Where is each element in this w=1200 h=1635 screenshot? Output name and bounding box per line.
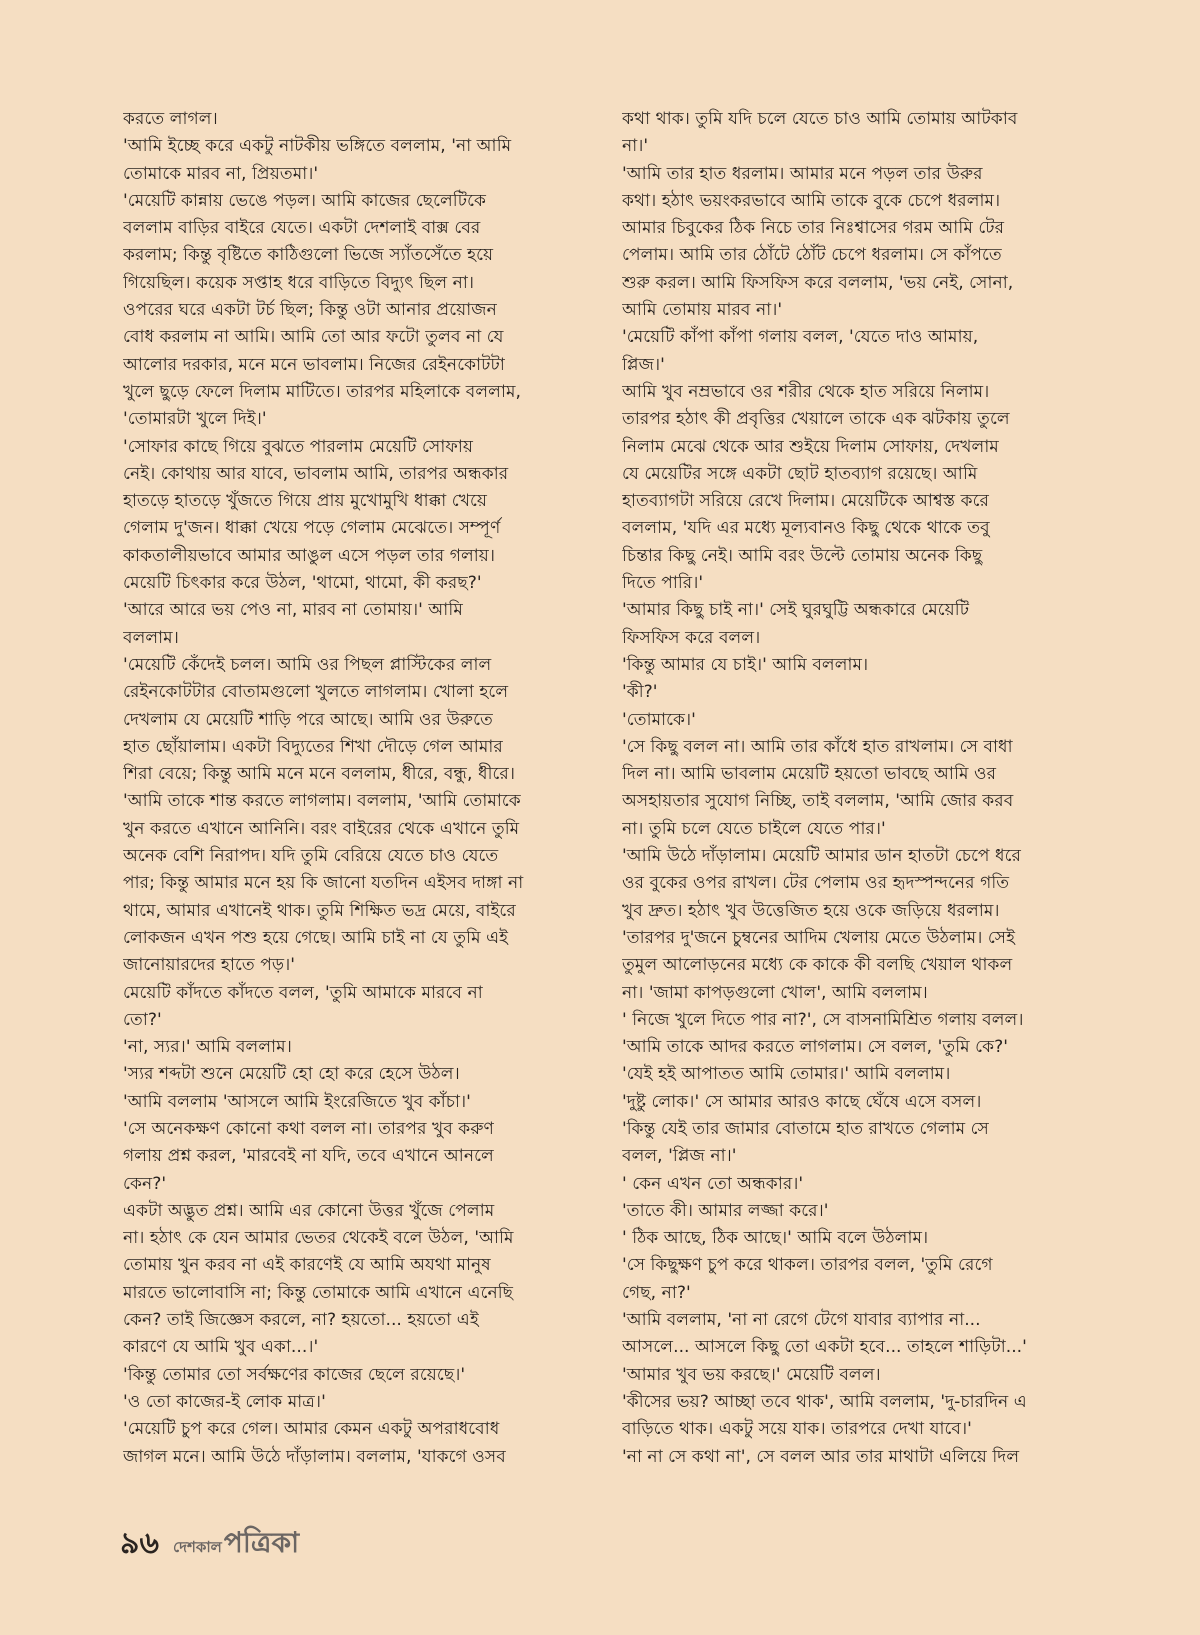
text-line: 'তোমারটা খুলে দিই।' [123,409,267,430]
text-line: 'আমি তার হাত ধরলাম। আমার মনে পড়ল তার উরুর [622,163,983,184]
text-line: 'আরে আরে ভয় পেও না, মারব না তোমায়।' আমি [123,600,463,621]
text-line: কারণে যে আমি খুব একা...।' [123,1337,319,1358]
text-line: তোমায় খুন করব না এই কারণেই যে আমি অযথা মানুষ [123,1255,491,1276]
text-line: বোধ করলাম না আমি। আমি তো আর ফটো তুলব না যে [123,327,504,348]
text-line: তারপর হঠাৎ কী প্রবৃত্তির খেয়ালে তাকে এক ঝটকায় তুলে [622,409,1010,430]
text-line: আসলে... আসলে কিছু তো একটা হবে... তাহলে শাড়িটা...' [622,1337,1027,1358]
text-line: প্লিজ।' [622,354,665,375]
text-line: 'আমি উঠে দাঁড়ালাম। মেয়েটি আমার ডান হাতটা চেপে ধরে [622,846,1022,867]
publication-logo [173,1521,299,1568]
text-line: 'আমি তাকে শান্ত করতে লাগলাম। বললাম, 'আমি তোমাকে [123,791,521,812]
text-line: 'মেয়েটি কেঁদেই চলল। আমি ওর পিছল প্লাস্টিকের লাল [123,654,492,675]
text-line: 'মেয়েটি চুপ করে গেল। আমার কেমন একটু অপরাধবোধ [123,1419,500,1440]
text-line: হাতড়ে হাতড়ে খুঁজতে গিয়ে প্রায় মুখোমুখি ধাক্কা খেয়ে [123,491,488,512]
text-line: হাতব্যাগটা সরিয়ে রেখে দিলাম। মেয়েটিকে আশ্বস্ত করে [622,491,990,512]
text-line: থামে, আমার এখানেই থাক। তুমি শিক্ষিত ভদ্র মেয়ে, বাইরে [123,900,516,921]
left-text-column [123,106,578,1471]
text-line: 'আমি বললাম, 'না না রেগে টেগে যাবার ব্যাপার না... [622,1310,981,1331]
text-line: করতে লাগল। [123,109,218,129]
text-line: তুমুল আলোড়নের মধ্যে কে কাকে কী বলছি খেয়াল থাকল [622,955,1013,976]
text-line: না।' [622,136,649,157]
text-line: 'সে অনেকক্ষণ কোনো কথা বলল না। তারপর খুব করুণ [123,1118,494,1139]
page-number: ৯৬ [120,1525,159,1561]
text-line: 'মেয়েটি কাঁপা কাঁপা গলায় বলল, 'যেতে দাও আমায়, [622,327,979,348]
text-line: 'তোমাকে।' [622,709,696,730]
text-line: 'স্যর শব্দটা শুনে মেয়েটি হো হো করে হেসে উঠল। [123,1064,460,1085]
right-text-column [622,106,1077,1471]
text-line: 'সে কিছু বলল না। আমি তার কাঁধে হাত রাখলাম। সে বাধা [622,736,1013,757]
text-line: দিতে পারি।' [622,573,704,594]
text-line: 'যেই হই আপাতত আমি তোমার।' আমি বললাম। [622,1064,951,1085]
text-line: 'আমার খুব ভয় করছে।' মেয়েটি বলল। [622,1364,881,1385]
text-line: 'দুষ্টু লোক।' সে আমার আরও কাছে ঘেঁষে এসে বসল। [622,1091,982,1112]
text-line: 'মেয়েটি কান্নায় ভেঙে পড়ল। আমি কাজের ছেলেটিকে [123,190,487,211]
text-line: তো?' [123,1009,162,1030]
text-line: ওর বুকের ওপর রাখল। টের পেলাম ওর হৃদস্পন্দনের গতি [622,873,1010,894]
text-line: না। তুমি চলে যেতে চাইলে যেতে পার।' [622,818,886,839]
text-line: নিলাম মেঝে থেকে আর শুইয়ে দিলাম সোফায়, দেখলাম [622,436,999,457]
text-line: 'না না সে কথা না', সে বলল আর তার মাথাটা এলিয়ে দিল [622,1446,1020,1467]
text-line: গেলাম দু'জন। ধাক্কা খেয়ে পড়ে গেলাম মেঝেতে। সম্পূর্ণ [123,518,501,539]
text-line: আমার চিবুকের ঠিক নিচে তার নিঃশ্বাসের গরম আমি টের [622,218,1005,239]
text-line: 'তারপর দু'জনে চুম্বনের আদিম খেলায় মেতে উঠলাম। সেই [622,927,1016,948]
text-line: চিন্তার কিছু নেই। আমি বরং উল্টে তোমায় অনেক কিছু [622,545,983,566]
text-line: পেলাম। আমি তার ঠোঁটে ঠোঁট চেপে ধরলাম। সে কাঁপতে [622,245,1002,266]
text-line: 'কিন্তু যেই তার জামার বোতামে হাত রাখতে গেলাম সে [622,1118,989,1139]
text-line: নেই। কোথায় আর যাবে, ভাবলাম আমি, তারপর অন্ধকার [123,463,509,484]
text-line: 'আমি বললাম 'আসলে আমি ইংরেজিতে খুব কাঁচা।' [123,1091,471,1112]
logo-text-deshkal: দেশকাল [172,1537,222,1556]
text-line: 'কিন্তু আমার যে চাই।' আমি বললাম। [622,654,869,675]
text-line: 'কী?' [622,682,658,703]
text-line: শিরা বেয়ে; কিন্তু আমি মনে মনে বললাম, ধীরে, বন্ধু, ধীরে। [123,764,516,785]
text-line: যে মেয়েটির সঙ্গে একটা ছোট হাতব্যাগ রয়েছে। আমি [622,463,978,484]
text-line: 'আমার কিছু চাই না।' সেই ঘুরঘুট্টি অন্ধকারে মেয়েটি [622,600,970,621]
text-line: খুব দ্রুত। হঠাৎ খুব উত্তেজিত হয়ে ওকে জড়িয়ে ধরলাম। [622,900,1000,921]
text-line: ' নিজে খুলে দিতে পার না?', সে বাসনামিশ্রিত গলায় বলল। [622,1009,1024,1030]
text-line: আমি তোমায় মারব না।' [622,300,783,321]
text-line: তোমাকে মারব না, প্রিয়তমা।' [123,163,319,184]
text-line: কাকতালীয়ভাবে আমার আঙুল এসে পড়ল তার গলায়। [123,545,496,566]
text-line: কথা। হঠাৎ ভয়ংকরভাবে আমি তাকে বুকে চেপে ধরলাম। [622,190,1001,211]
text-line: অনেক বেশি নিরাপদ। যদি তুমি বেরিয়ে যেতে চাও যেতে [123,846,499,867]
text-line: বাড়িতে থাক। একটু সয়ে যাক। তারপরে দেখা যাবে।' [622,1419,972,1440]
text-line: বললাম। [123,627,179,648]
text-line: খুন করতে এখানে আনিনি। বরং বাইরের থেকে এখানে তুমি [123,818,520,839]
text-line: ' ঠিক আছে, ঠিক আছে।' আমি বলে উঠলাম। [622,1228,929,1249]
text-line: মারতে ভালোবাসি না; কিন্তু তোমাকে আমি এখানে এনেছি [123,1282,514,1303]
text-line: 'না, স্যর।' আমি বললাম। [123,1037,292,1058]
text-line: পার; কিন্তু আমার মনে হয় কি জানো যতদিন এইসব দাঙ্গা না [123,873,524,894]
text-line: কেন? তাই জিজ্ঞেস করলে, না? হয়তো... হয়তো এই [123,1310,479,1331]
text-line: দেখলাম যে মেয়েটি শাড়ি পরে আছে। আমি ওর উরুতে [123,709,493,730]
text-line: আলোর দরকার, মনে মনে ভাবলাম। নিজের রেইনকোটটা [123,354,505,375]
text-line: বললাম, 'যদি এর মধ্যে মূল্যবানও কিছু থেকে থাকে তবু [622,518,990,539]
text-line: একটা অদ্ভুত প্রশ্ন। আমি এর কোনো উত্তর খুঁজে পেলাম [123,1200,495,1221]
text-line: দিল না। আমি ভাবলাম মেয়েটি হয়তো ভাবছে আমি ওর [622,764,997,785]
text-line: জাগল মনে। আমি উঠে দাঁড়ালাম। বললাম, 'যাকগে ওসব [123,1446,506,1467]
text-line: শুরু করল। আমি ফিসফিস করে বললাম, 'ভয় নেই, সোনা, [622,272,1014,293]
text-line: ওপরের ঘরে একটা টর্চ ছিল; কিন্তু ওটা আনার প্রয়োজন [123,300,497,321]
text-line: মেয়েটি কাঁদতে কাঁদতে বলল, 'তুমি আমাকে মারবে না [123,982,483,1003]
logo-text-patrika: পত্রিকা [223,1525,300,1559]
text-line: 'কীসের ভয়? আচ্ছা তবে থাক', আমি বললাম, 'দু-চারদিন এ [622,1391,1027,1412]
page-footer [120,1524,299,1564]
text-line: না। 'জামা কাপড়গুলো খোল', আমি বললাম। [622,982,928,1003]
text-line: করলাম; কিন্তু বৃষ্টিতে কাঠিগুলো ভিজে স্যাঁতসেঁতে হয়ে [123,245,494,266]
text-line: মেয়েটি চিৎকার করে উঠল, 'থামো, থামো, কী করছ?' [123,573,482,594]
text-line: অসহায়তার সুযোগ নিচ্ছি, তাই বললাম, 'আমি জোর করব [622,791,1014,812]
text-line: জানোয়ারদের হাতে পড়।' [123,955,296,976]
text-line: কেন?' [123,1173,167,1194]
text-line: গিয়েছিল। কয়েক সপ্তাহ ধরে বাড়িতে বিদ্যুৎ ছিল না। [123,272,475,293]
text-line: 'সে কিছুক্ষণ চুপ করে থাকল। তারপর বলল, 'তুমি রেগে [622,1255,993,1276]
text-line: বলল, 'প্লিজ না।' [622,1146,737,1167]
text-line: 'তাতে কী। আমার লজ্জা করে।' [622,1200,829,1221]
text-line: গেছ, না?' [622,1282,691,1303]
text-line: 'আমি তাকে আদর করতে লাগলাম। সে বলল, 'তুমি কে?' [622,1037,1009,1058]
text-line: গলায় প্রশ্ন করল, 'মারবেই না যদি, তবে এখানে আনলে [123,1146,494,1167]
text-line: 'কিন্তু তোমার তো সর্বক্ষণের কাজের ছেলে রয়েছে।' [123,1364,466,1385]
text-line: ' কেন এখন তো অন্ধকার।' [622,1173,804,1194]
text-line: খুলে ছুড়ে ফেলে দিলাম মাটিতে। তারপর মহিলাকে বললাম, [123,381,521,402]
text-line: 'সোফার কাছে গিয়ে বুঝতে পারলাম মেয়েটি সোফায় [123,436,473,457]
text-line: 'ও তো কাজের-ই লোক মাত্র।' [123,1391,326,1412]
text-line: না। হঠাৎ কে যেন আমার ভেতর থেকেই বলে উঠল, 'আমি [123,1228,514,1249]
text-line: লোকজন এখন পশু হয়ে গেছে। আমি চাই না যে তুমি এই [123,927,509,948]
text-line: কথা থাক। তুমি যদি চলে যেতে চাও আমি তোমায় আটকাব [622,109,1018,129]
text-line: রেইনকোটটার বোতামগুলো খুলতে লাগলাম। খোলা হলে [123,682,509,703]
text-line: ফিসফিস করে বলল। [622,627,761,648]
text-line: হাত ছোঁয়ালাম। একটা বিদ্যুতের শিখা দৌড়ে গেল আমার [123,736,503,757]
text-line: বললাম বাড়ির বাইরে যেতে। একটা দেশলাই বাক্স বের [123,218,481,239]
text-line: আমি খুব নম্রভাবে ওর শরীর থেকে হাত সরিয়ে নিলাম। [622,381,990,402]
text-line: 'আমি ইচ্ছে করে একটু নাটকীয় ভঙ্গিতে বললাম, 'না আমি [123,136,512,157]
